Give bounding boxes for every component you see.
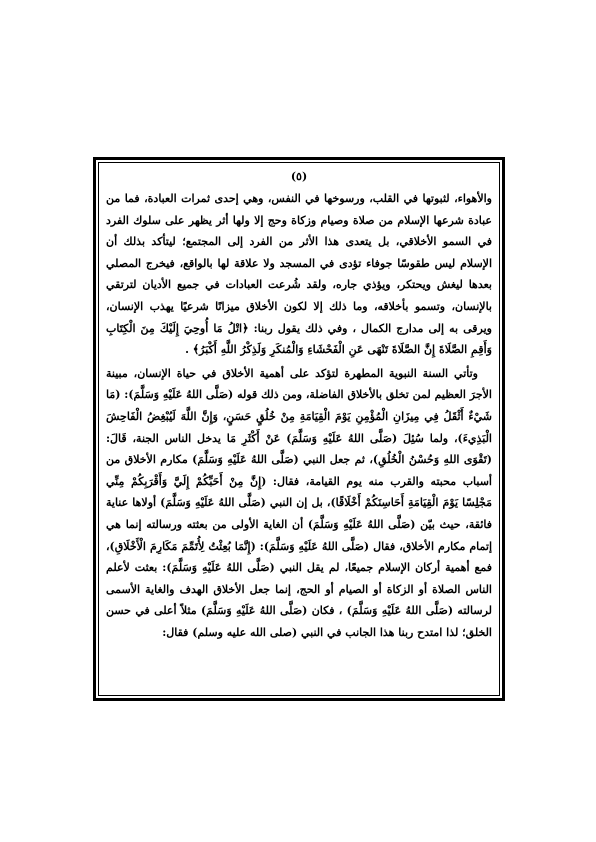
page-number: (٥) (290, 170, 308, 183)
page-content (106, 168, 492, 690)
paragraph-2: وتأتي السنة النبوية المطهرة لتؤكد على أهمية الأخلاق في حياة الإنسان، مبينة الأجرَ العظيم لمن تخلق بالأخلاق الفاضلة، ومن ذلك قوله (صَلَّى اللهُ عَلَيْهِ وَسَلَّمَ): (مَا شَيْءٌ أَثْقَلُ فِي مِيزَانِ الْمُؤْمِنِ يَوْمَ الْقِيَامَةِ مِنْ خُلُقٍ حَسَنٍ، وَإِنَّ اللَّهَ لَيُبْغِضُ الْفَاحِشَ الْبَذِيءَ)، ولما سُئِلَ (صَلَّى اللهُ عَلَيْهِ وَسَلَّمَ) عَنْ أَكْثَرِ مَا يدخل الناس الجنة، قَالَ: (تَقْوَى اللهِ وَحُسْنُ الْخُلُقِ)، ثم جعل النبي (صَلَّى اللهُ عَلَيْهِ وَسَلَّمَ) مكارم الأخلاق من أسباب محبته والقرب منه يوم القيامة، فقال: (إِنَّ مِنْ أَحَبِّكُمْ إِلَيَّ وَأَقْرَبِكُمْ مِنِّي مَجْلِسًا يَوْمَ الْقِيَامَةِ أَحَاسِنَكُمْ أَخْلَاقًا)، بل إن النبي (صَلَّى اللهُ عَلَيْهِ وَسَلَّمَ) أولاها عناية فائقة، حيث بيّن (صَلَّى اللهُ عَلَيْهِ وَسَلَّمَ) أن الغاية الأولى من بعثته ورسالته إنما هي إتمام مكارم الأخلاق، فقال (صَلَّى اللهُ عَلَيْهِ وَسَلَّمَ): (إِنَّمَا بُعِثْتُ لِأُتَمِّمَ مَكَارِمَ الْأَخْلَاقِ)، فمع أهمية أركان الإسلام جميعًا، لم يقل النبي (صَلَّى اللهُ عَلَيْهِ وَسَلَّمَ): بعثت لأعلم الناس الصلاة أو الزكاة أو الصيام أو الحج، إنما جعل الأخلاق الهدف والغاية الأسمى لرسالته (صَلَّى اللهُ عَلَيْهِ وَسَلَّمَ) ، فكان (صَلَّى اللهُ عَلَيْهِ وَسَلَّمَ) مثلاً أعلى في حسن الخلق؛ لذا امتدح ربنا هذا الجانب في النبي (صلى الله عليه وسلم) فقال: (106, 366, 492, 639)
paragraph-1: والأهواء، لثبوتها في القلب، ورسوخها في النفس، وهي إحدى ثمرات العبادة، فما من عبادة شرعها الإسلام من صلاة وصيام وزكاة وحج إلا ولها أثر يظهر على سلوك الفرد في السمو الأخلاقي، بل يتعدى هذا الأثر من الفرد إلى المجتمع؛ ليتأكد بذلك أن الإسلام ليس طقوسًا جوفاء تؤدى في المسجد ولا علاقة لها بالواقع، فيخرج المصلي بعدها ليغش ويحتكر، ويؤذي جاره، ولقد شُرعت العبادات في جميع الأديان لترتقي بالإنسان، وتسمو بأخلاقه، وما ذلك إلا لكون الأخلاق ميزانًا شرعيًا يهذب الإنسان، ويرقى به إلى مدارج الكمال ، وفي ذلك يقول ربنا: ﴿اتْلُ مَا أُوحِيَ إِلَيْكَ مِنَ الْكِتَابِ وَأَقِمِ الصَّلَاةَ إِنَّ الصَّلَاةَ تَنْهَى عَنِ الْفَحْشَاءِ وَالْمُنكَرِ وَلَذِكْرُ اللَّهِ أَكْبَرُ﴾ . (106, 192, 492, 357)
